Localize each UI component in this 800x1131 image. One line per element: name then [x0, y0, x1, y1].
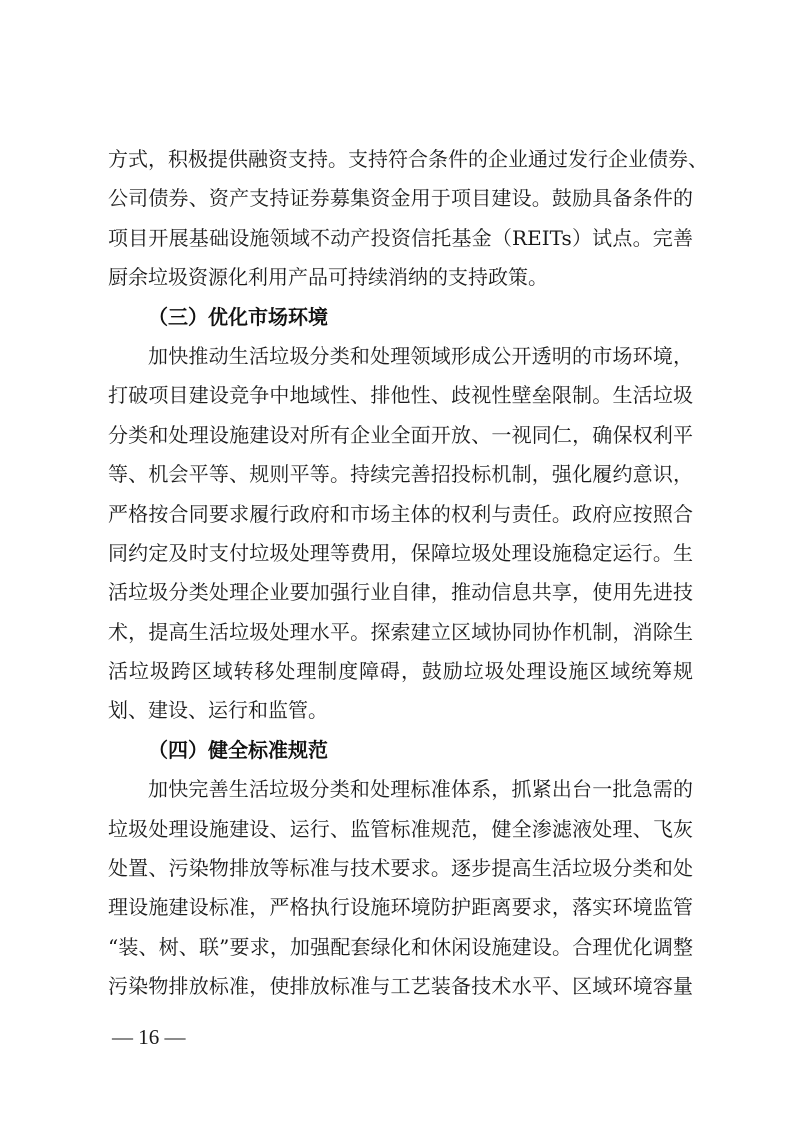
text-line: 垃圾处理设施建设、运行、监管标准规范，健全渗滤液处理、飞灰 [108, 816, 693, 841]
text-line: 加快推动生活垃圾分类和处理领域形成公开透明的市场环境， [148, 343, 693, 368]
text-line: 理设施建设标准，严格执行设施环境防护距离要求，落实环境监管 [108, 895, 693, 920]
text-line: 术，提高生活垃圾处理水平。探索建立区域协同协作机制，消除生 [108, 619, 693, 644]
text-line: 污染物排放标准，使排放标准与工艺装备技术水平、区域环境容量 [108, 974, 693, 999]
text-line: 等、机会平等、规则平等。持续完善招投标机制，强化履约意识， [108, 462, 693, 487]
text-line: 加快完善生活垃圾分类和处理标准体系，抓紧出台一批急需的 [148, 777, 693, 802]
text-line: 严格按合同要求履行政府和市场主体的权利与责任。政府应按照合 [108, 501, 693, 526]
text-line: 公司债券、资产支持证券募集资金用于项目建设。鼓励具备条件的 [108, 186, 693, 211]
text-line: 厨余垃圾资源化利用产品可持续消纳的支持政策。 [108, 265, 548, 290]
paragraph-financing [108, 140, 708, 298]
paragraph-standards [108, 770, 693, 1006]
page-number: — 16 — [112, 1025, 186, 1049]
section-heading-market-environment: （三）优化市场环境 [148, 304, 328, 329]
text-line: 同约定及时支付垃圾处理等费用，保障垃圾处理设施稳定运行。生 [108, 540, 693, 565]
text-line: 打破项目建设竞争中地域性、排他性、歧视性壁垒限制。生活垃圾 [108, 383, 693, 408]
section-heading-standards: （四）健全标准规范 [148, 737, 328, 762]
text-line: 活垃圾跨区域转移处理制度障碍，鼓励垃圾处理设施区域统筹规 [108, 659, 693, 684]
text-line: 分类和处理设施建设对所有企业全面开放、一视同仁，确保权利平 [108, 422, 693, 447]
document-body [108, 140, 708, 1007]
text-line: 方式，积极提供融资支持。支持符合条件的企业通过发行企业债券、 [108, 147, 708, 171]
text-line: 处置、污染物排放等标准与技术要求。逐步提高生活垃圾分类和处 [108, 856, 693, 881]
text-line: 划、建设、运行和监管。 [108, 698, 328, 723]
paragraph-market-environment [108, 337, 693, 731]
text-line: “装、树、联”要求，加强配套绿化和休闲设施建设。合理优化调整 [108, 934, 693, 959]
text-line: 项目开展基础设施领域不动产投资信托基金（REITs）试点。完善 [108, 225, 693, 250]
text-line: 活垃圾分类处理企业要加强行业自律，推动信息共享，使用先进技 [108, 580, 693, 605]
